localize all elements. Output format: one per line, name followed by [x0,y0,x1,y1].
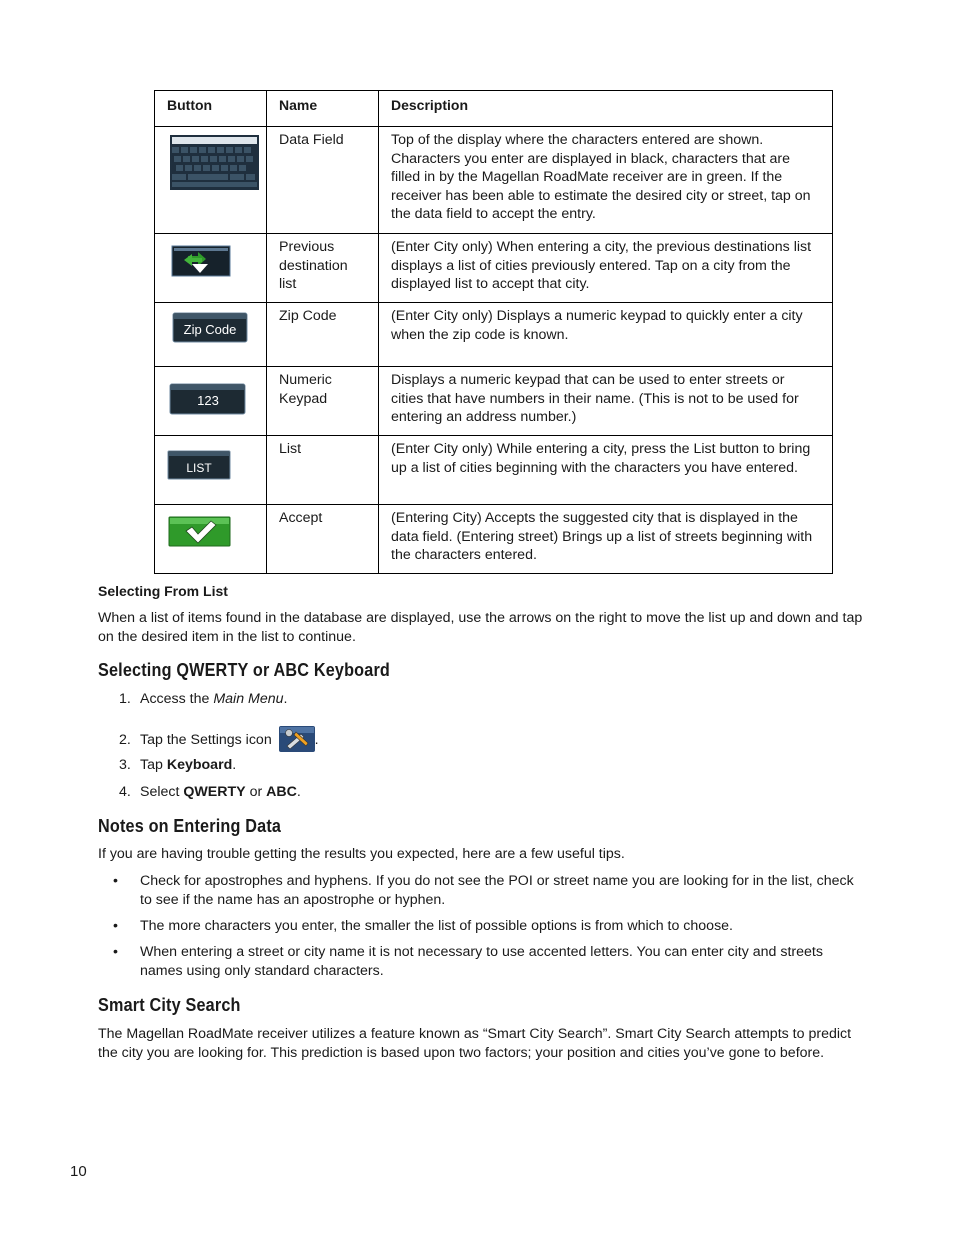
icon-cell [155,436,267,505]
icon-cell [155,303,267,367]
bullet-text: Check for apostrophes and hyphens. If you do not see the POI or street name you are looking for in the list, check to see if the name has an apostrophe or hyphen. [140,873,854,908]
row-name: Zip Code [267,303,379,367]
accept-checkmark-icon [155,505,266,569]
bullet-dot: • [113,918,118,934]
keyboard-thumbnail-icon [155,127,266,229]
table-row [155,127,833,234]
row-description: Displays a numeric keypad that can be used to enter streets or cities that have numbers in their name. (This is not to be used for entering an address number.) [379,367,833,436]
note-bullet [113,872,869,909]
step-punct: . [314,732,319,748]
table-row [155,436,833,505]
step-punct: . [283,691,288,707]
bullet-dot: • [113,873,118,889]
row-name: Data Field [267,127,379,234]
step-text: Access the [140,691,214,707]
step-1 [119,690,287,708]
notes-intro: If you are having trouble getting the results you expected, here are a few useful tips. [98,846,625,862]
row-description: (Enter City only) While entering a city, press the List button to bring up a list of cities beginning with the characters you have entered. [379,436,833,505]
row-name: Previous destination list [267,234,379,303]
step-4 [119,783,301,801]
list-button-icon [155,436,266,500]
table-header-row [155,91,833,127]
bullet-text: When entering a street or city name it is not necessary to use accented letters. You can enter city and streets names using only standard characters. [140,944,823,979]
step-number: 4. [119,784,131,800]
step-punct: . [296,784,301,800]
keyboard-keyword: Keyboard [166,757,233,773]
main-menu-emphasis: Main Menu [213,691,284,707]
abc-keyword: ABC [266,784,297,800]
column-header-button: Button [155,91,267,127]
step-number: 2. [119,732,131,748]
step-text: Tap [140,757,167,773]
bullet-text: The more characters you enter, the smaller the list of possible options is from which to choose. [140,918,733,934]
zip-code-label: Zip Code [183,322,237,337]
note-bullet [113,943,869,980]
zip-code-button-icon [155,303,266,362]
selecting-from-list-heading: Selecting From List [98,583,228,599]
previous-destination-icon [155,234,266,298]
icon-cell [155,234,267,303]
row-name: Numeric Keypad [267,367,379,436]
step-2 [119,726,319,757]
row-description: (Enter City only) Displays a numeric keypad to quickly enter a city when the zip code is known. [379,303,833,367]
step-number: 3. [119,757,131,773]
notes-section-heading: Notes on Entering Data [98,816,282,836]
selecting-from-list-text: When a list of items found in the database are displayed, use the arrows on the right to move the list up and down and tap on the desired item in the list to continue. [98,610,863,645]
keyboard-section-heading: Selecting QWERTY or ABC Keyboard [98,660,391,680]
step-punct: . [232,757,237,773]
smart-city-text: The Magellan RoadMate receiver utilizes a feature known as “Smart City Search”. Smart City Search attempts to predict the city you are looking for. This prediction is based upon two factors; your position and cities you’ve gone to before. [98,1026,852,1061]
column-header-name: Name [267,91,379,127]
numeric-keypad-button-icon [155,367,266,431]
row-description: Top of the display where the characters entered are shown. Characters you enter are displayed in black, characters that are filled in by the Magellan RoadMate receiver are in green. If the receiver has been able to estimate the desired city or street, tap on the data field to accept the entry. [379,127,833,234]
table-row [155,505,833,574]
row-name: Accept [267,505,379,574]
settings-icon [279,726,315,757]
bullet-dot: • [113,944,118,960]
table-row [155,303,833,367]
table-row [155,367,833,436]
list-label: LIST [186,461,212,475]
page-number: 10 [70,1163,87,1180]
step-text: Select [140,784,184,800]
qwerty-keyword: QWERTY [183,784,246,800]
table-row [155,234,833,303]
column-header-description: Description [379,91,833,127]
step-3 [119,756,236,774]
icon-cell [155,505,267,574]
icon-cell [155,127,267,234]
step-text: Tap the Settings icon [140,732,276,748]
numeric-keypad-label: 123 [197,393,219,408]
smart-city-heading: Smart City Search [98,995,241,1015]
button-reference-table [154,90,833,574]
icon-cell [155,367,267,436]
step-text-or: or [245,784,267,800]
note-bullet [113,917,869,936]
row-description: (Entering City) Accepts the suggested city that is displayed in the data field. (Entering street) Brings up a list of streets beginning with the characters entered. [379,505,833,574]
step-number: 1. [119,691,131,707]
row-name: List [267,436,379,505]
row-description: (Enter City only) When entering a city, the previous destinations list displays a list of cities previously entered. Tap on a city from the displayed list to accept that city. [379,234,833,303]
